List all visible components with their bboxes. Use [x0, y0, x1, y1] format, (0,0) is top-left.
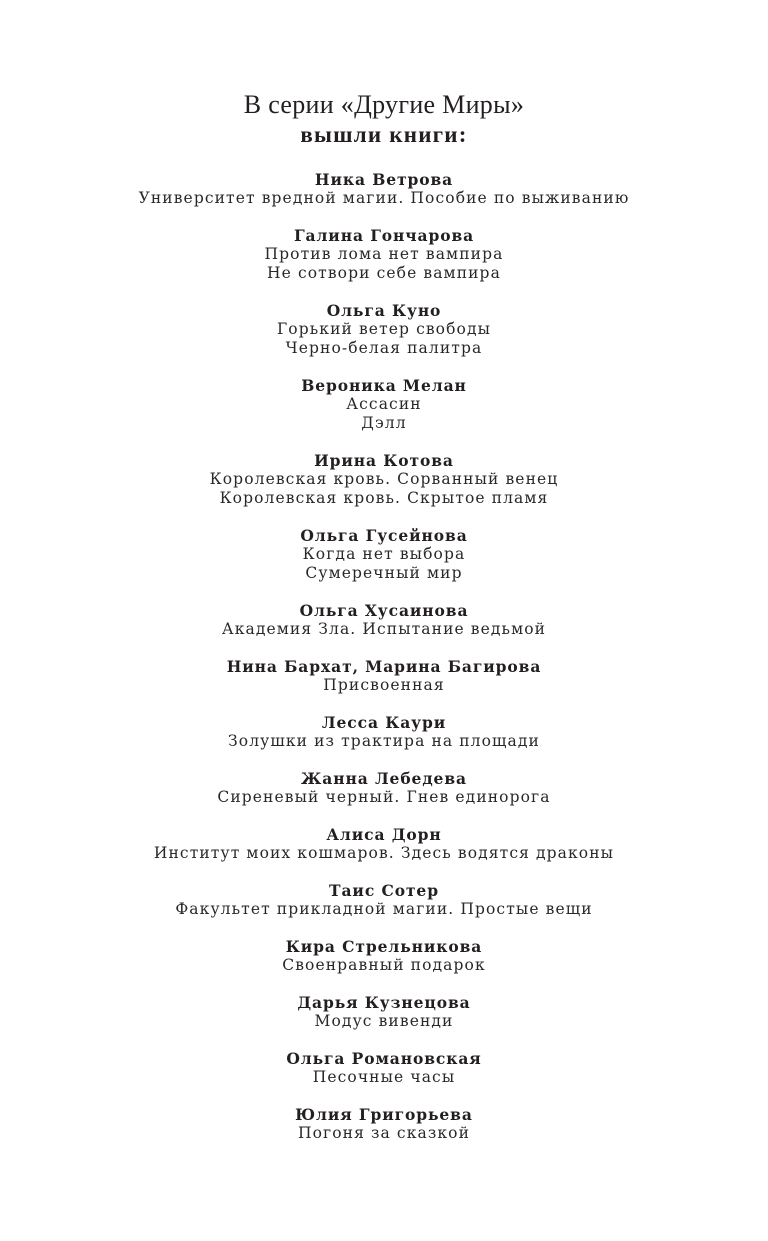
author-name: Ольга Романовская — [286, 1049, 482, 1068]
book-title: Песочные часы — [312, 1068, 456, 1086]
book-title: Против лома нет вампира — [264, 245, 504, 263]
list-item — [0, 170, 768, 208]
author-name: Таис Сотер — [329, 881, 439, 900]
book-title: Своенравный подарок — [282, 956, 486, 974]
author-name: Ольга Куно — [326, 301, 442, 320]
book-title: Золушки из трактира на площади — [228, 732, 540, 750]
list-item — [0, 937, 768, 975]
list-item — [0, 1049, 768, 1087]
book-title: Не сотвори себе вампира — [267, 264, 501, 282]
list-item — [0, 301, 768, 358]
author-name: Ирина Котова — [314, 451, 454, 470]
book-list — [0, 170, 768, 1143]
book-title: Сиреневый черный. Гнев единорога — [217, 788, 551, 806]
book-title: Университет вредной магии. Пособие по выживанию — [138, 189, 630, 207]
book-title: Черно-белая палитра — [285, 339, 483, 357]
book-title: Модус вивенди — [314, 1012, 454, 1030]
book-title: Горький ветер свободы — [276, 320, 492, 338]
book-title: Академия Зла. Испытание ведьмой — [221, 620, 547, 638]
list-item — [0, 226, 768, 283]
author-name: Нина Бархат, Марина Багирова — [226, 657, 542, 676]
author-name: Юлия Григорьева — [295, 1105, 473, 1124]
page-header — [0, 90, 768, 150]
author-name: Ольга Гусейнова — [300, 526, 468, 545]
author-name: Кира Стрельникова — [285, 937, 483, 956]
author-name: Ника Ветрова — [314, 170, 454, 189]
list-item — [0, 1105, 768, 1143]
book-title: Сумеречный мир — [305, 564, 463, 582]
book-title: Факультет прикладной магии. Простые вещи — [175, 900, 593, 918]
list-item — [0, 451, 768, 508]
book-title: Погоня за сказкой — [297, 1124, 471, 1142]
list-item — [0, 601, 768, 639]
book-title: Дэлл — [361, 414, 407, 432]
author-name: Лесса Каури — [321, 713, 447, 732]
author-name: Алиса Дорн — [326, 825, 442, 844]
book-title: Присвоенная — [323, 676, 445, 694]
book-title: Институт моих кошмаров. Здесь водятся драконы — [153, 844, 615, 862]
author-name: Вероника Мелан — [301, 376, 467, 395]
author-name: Ольга Хусаинова — [299, 601, 469, 620]
list-item — [0, 657, 768, 695]
list-item — [0, 881, 768, 919]
series-title: В серии «Другие Миры» — [243, 90, 525, 119]
author-name: Дарья Кузнецова — [297, 993, 471, 1012]
list-item — [0, 526, 768, 583]
book-title: Королевская кровь. Скрытое пламя — [219, 489, 549, 507]
author-name: Галина Гончарова — [293, 226, 475, 245]
author-name: Жанна Лебедева — [301, 769, 467, 788]
series-subtitle: вышли книги: — [300, 122, 468, 147]
book-title: Когда нет выбора — [302, 545, 466, 563]
list-item — [0, 376, 768, 433]
book-title: Ассасин — [346, 395, 422, 413]
book-title: Королевская кровь. Сорванный венец — [209, 470, 559, 488]
list-item — [0, 769, 768, 807]
list-item — [0, 825, 768, 863]
list-item — [0, 713, 768, 751]
list-item — [0, 993, 768, 1031]
